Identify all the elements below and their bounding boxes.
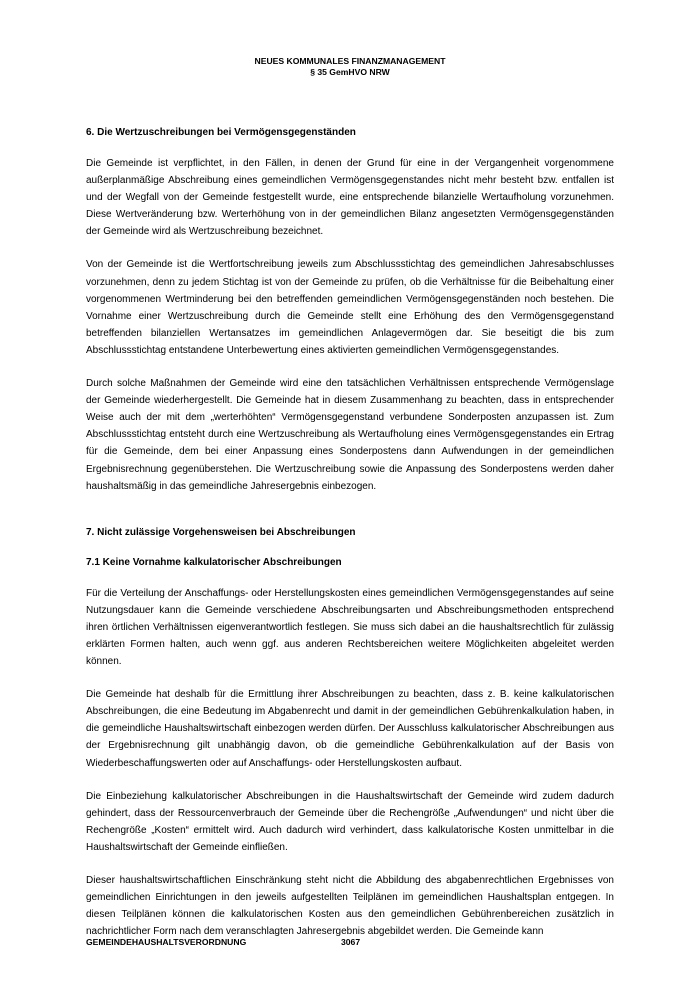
paragraph: Durch solche Maßnahmen der Gemeinde wird eine den tatsächlichen Verhältnissen entsprechende Vermögenslage der Gemeinde wiederhergestellt. Die Gemeinde hat in diesem Zusammenhang zu beachten, dass in entsprechender Weise auch der mit dem „werterhöhten“ Vermögensgegenstand verbundene Sonderposten anzupassen ist. Zum Abschlussstichtag entsteht durch eine Wertzuschreibung als Wertaufholung eines Vermögensgegenstandes ein Ertrag für die Gemeinde, dem bei einer Anpassung eines Sonderpostens dann Aufwendungen in der gemeindlichen Ergebnisrechnung gegenüberstehen. Die Wertzuschreibung sowie die Anpassung des Sonderpostens werden daher haushaltsmäßig in das gemeindliche Jahresergebnis einbezogen. <box>86 378 614 492</box>
paragraph: Für die Verteilung der Anschaffungs- oder Herstellungskosten eines gemeindlichen Vermögensgegenstandes auf seine Nutzungsdauer kann die Gemeinde verschiedene Abschreibungsarten und Abschreibungsmethoden entsprechend ihren örtlichen Verhältnissen eigenverantwortlich festlegen. Sie muss sich dabei an die haushaltsrechtlich für zulässig erklärten Formen halten, auch wenn ggf. aus anderen Rechtsbereichen weitere Möglichkeiten abgeleitet werden können. <box>86 587 614 668</box>
page-number: 3067 <box>341 937 361 947</box>
paragraph: Dieser haushaltswirtschaftlichen Einschränkung steht nicht die Abbildung des abgabenrechtlichen Ergebnisses von gemeindlichen Einrichtungen in den jeweils aufgestellten Teilplänen im gemeindlichen Haushaltsplan entgegen. In diesen Teilplänen können die kalkulatorischen Kosten aus den gemeindlichen Gebührenbereichen zusätzlich in nachrichtlicher Form nach dem veranschlagten Jahresergebnis abgebildet werden. Die Gemeinde kann <box>86 875 614 938</box>
page-footer <box>86 937 614 948</box>
paragraph: Die Einbeziehung kalkulatorischer Abschreibungen in die Haushaltswirtschaft der Gemeinde wird zudem dadurch gehindert, dass der Ressourcenverbrauch der Gemeinde über die Rechengröße „Aufwendungen“ und nicht über die Rechengröße „Kosten“ ermittelt wird. Auch dadurch wird verhindert, dass kalkulatorische Kosten unmittelbar in die Haushaltswirtschaft der Gemeinde einfließen. <box>86 790 614 853</box>
header-title: NEUES KOMMUNALES FINANZMANAGEMENT <box>254 56 446 66</box>
paragraph: Von der Gemeinde ist die Wertfortschreibung jeweils zum Abschlussstichtag des gemeindlichen Jahresabschlusses vorzunehmen, denn zu jedem Stichtag ist von der Gemeinde zu prüfen, ob die Verhältnisse für die Beibehaltung einer vorgenommenen Wertminderung bei den betreffenden gemeindlichen Vermögensgegenständen noch bestehen. Die Vornahme einer Wertzuschreibung durch die Gemeinde stellt eine Erhöhung des den Vermögensgegenstand betreffenden bilanziellen Wertansatzes im gemeindlichen Anlagevermögen dar. Sie beseitigt die bis zum Abschlussstichtag entstandene Unterbewertung eines aktivierten gemeindlichen Vermögensgegenstandes. <box>86 259 614 356</box>
paragraph: Die Gemeinde ist verpflichtet, in den Fällen, in denen der Grund für eine in der Vergangenheit vorgenommene außerplanmäßige Abschreibung eines gemeindlichen Vermögensgegenstandes nicht mehr besteht bzw. entfallen ist und der Wegfall von der Gemeinde festgestellt wurde, eine entsprechende bilanzielle Wertaufholung vorzunehmen. Diese Wertveränderung bzw. Werterhöhung von in der gemeindlichen Bilanz angesetzten Vermögensgegenständen der Gemeinde wird als Wertzuschreibung bezeichnet. <box>86 158 614 238</box>
section-7-heading: 7. Nicht zulässige Vorgehensweisen bei Abschreibungen <box>86 526 356 538</box>
section-7-1-heading: 7.1 Keine Vornahme kalkulatorischer Abschreibungen <box>86 556 342 568</box>
paragraph: Die Gemeinde hat deshalb für die Ermittlung ihrer Abschreibungen zu beachten, dass z. B. keine kalkulatorischen Abschreibungen, die eine Bedeutung im Abgabenrecht und damit in der gemeindlichen Gebührenkalkulation haben, in die gemeindliche Haushaltswirtschaft einbezogen werden dürfen. Der Ausschluss kalkulatorischer Abschreibungen aus der Ergebnisrechnung gilt unabhängig davon, ob die gemeindliche Gebührenkalkulation auf der Basis von Wiederbeschaffungswerten oder auf Anschaffungs- oder Herstellungskosten aufbaut. <box>86 689 614 769</box>
page-header <box>0 56 700 78</box>
document-body <box>86 126 614 940</box>
footer-title: GEMEINDEHAUSHALTSVERORDNUNG <box>86 937 247 947</box>
header-subtitle: § 35 GemHVO NRW <box>310 67 390 77</box>
section-6-heading: 6. Die Wertzuschreibungen bei Vermögensgegenständen <box>86 127 356 138</box>
